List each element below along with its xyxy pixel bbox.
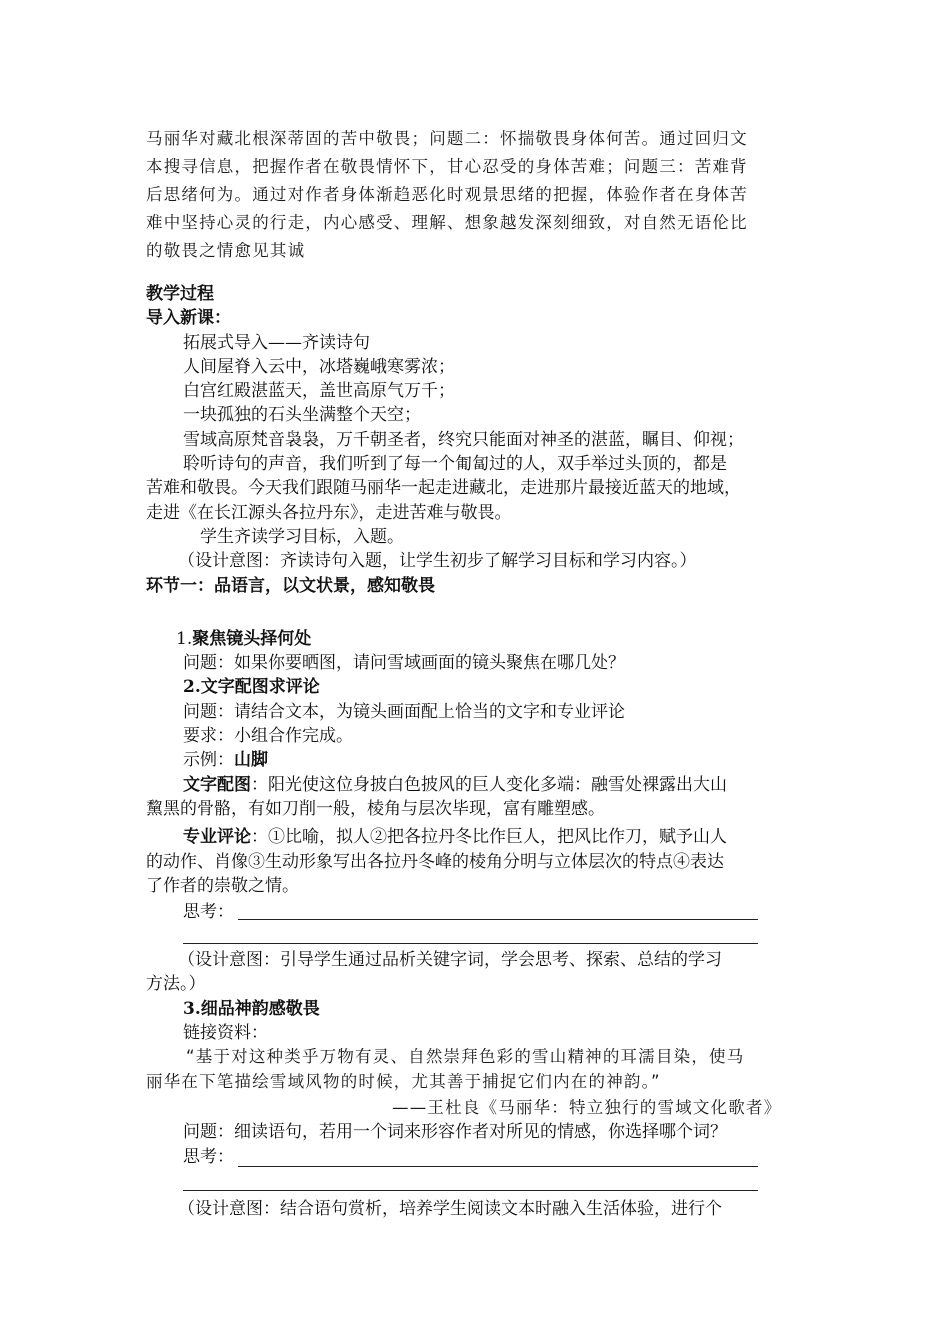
answer-line-1b[interactable] [183, 943, 758, 944]
poem-line-3: 一块孤独的石头坐满整个天空； [183, 405, 421, 425]
quote-line-2: 丽华在下笔描绘雪域风物的时候，尤其善于捕捉它们内在的神韵。” [146, 1072, 661, 1091]
example-line [183, 748, 268, 772]
intro-line-5: 的敬畏之情愈见其诚 [146, 241, 306, 260]
review-line-3: 了作者的崇敬之情。 [146, 876, 299, 896]
item3-title: 3.细品神韵感敬畏 [183, 999, 320, 1019]
students-read: 学生齐读学习目标，入题。 [200, 527, 404, 547]
think-label-2: 思考： [183, 1147, 234, 1167]
quote-source: ——王杜良《马丽华：特立独行的雪域文化歌者》 [392, 1098, 782, 1117]
poem-line-4: 雪域高原梵音袅袅，万千朝圣者，终究只能面对神圣的湛蓝，瞩目、仰视； [183, 430, 744, 450]
design-intent-1: （设计意图：齐读诗句入题，让学生初步了解学习目标和学习内容。） [178, 551, 697, 571]
item1-number: 1. [176, 629, 193, 649]
listen-line-1: 聆听诗句的声音，我们听到了每一个匍匐过的人，双手举过头顶的，都是 [183, 454, 727, 474]
caption-label: 文字配图 [183, 775, 251, 795]
intro-heading: 导入新课： [146, 308, 231, 328]
item1-question: 问题：如果你要晒图，请问雪域画面的镜头聚焦在哪几处？ [183, 653, 625, 673]
item1-heading [176, 627, 311, 651]
review-line-1 [183, 825, 727, 849]
design-intent-2-line-1: （设计意图：引导学生通过品析关键字词，学会思考、探索、总结的学习 [178, 950, 722, 970]
quote-line-1: “基于对这种类乎万物有灵、自然崇拜色彩的雪山精神的耳濡目染，使马 [186, 1047, 745, 1066]
think-label-1: 思考： [183, 902, 234, 922]
intro-line-2: 本搜寻信息，把握作者在敬畏情怀下，甘心忍受的身体苦难；问题三：苦难背 [146, 157, 748, 176]
example-label: 示例： [183, 750, 234, 770]
intro-line-1: 马丽华对藏北根深蒂固的苦中敬畏；问题二：怀揣敬畏身体何苦。通过回归文 [146, 129, 748, 148]
item1-title: 聚焦镜头择何处 [192, 629, 312, 649]
answer-line-2a[interactable] [238, 1166, 758, 1167]
example-value: 山脚 [234, 750, 268, 770]
design-intent-3: （设计意图：结合语句赏析，培养学生阅读文本时融入生活体验，进行个 [178, 1199, 722, 1219]
design-intent-2-line-2: 方法。） [146, 974, 206, 994]
item2-question: 问题：请结合文本，为镜头画面配上恰当的文字和专业评论 [183, 702, 625, 722]
section-title: 教学过程 [146, 284, 214, 304]
listen-line-3: 走进《在长江源头各拉丹东》，走进苦难与敬畏。 [146, 503, 512, 523]
item2-requirement: 要求：小组合作完成。 [183, 726, 353, 746]
review-label: 专业评论 [183, 827, 251, 847]
caption-line-2: 黧黑的骨骼，有如刀削一般，棱角与层次毕现，富有雕塑感。 [146, 799, 605, 819]
caption-text-1: ：阳光使这位身披白色披风的巨人变化多端：融雪处裸露出大山 [251, 775, 727, 795]
caption-line-1 [183, 773, 727, 797]
link-label: 链接资料： [183, 1023, 268, 1043]
poem-line-1: 人间屋脊入云中，冰塔巍峨寒雾浓； [183, 357, 455, 377]
poem-line-2: 白宫红殿湛蓝天，盖世高原气万千； [183, 381, 455, 401]
review-line-2: 的动作、肖像③生动形象写出各拉丹冬峰的棱角分明与立体层次的特点④表达 [146, 852, 724, 872]
listen-line-2: 苦难和敬畏。今天我们跟随马丽华一起走进藏北，走进那片最接近蓝天的地域， [146, 478, 741, 498]
intro-method: 拓展式导入——齐读诗句 [183, 333, 370, 353]
answer-line-1a[interactable] [238, 919, 758, 920]
answer-line-2b[interactable] [183, 1190, 758, 1191]
item3-question: 问题：细读语句，若用一个词来形容作者对所见的情感，你选择哪个词？ [183, 1122, 727, 1142]
item2-title: 2.文字配图求评论 [183, 677, 320, 697]
intro-line-4: 难中坚持心灵的行走，内心感受、理解、想象越发深刻细致，对自然无语伦比 [146, 213, 748, 232]
review-text-1: ：①比喻，拟人②把各拉丹冬比作巨人，把风比作刀，赋予山人 [251, 827, 727, 847]
intro-line-3: 后思绪何为。通过对作者身体渐趋恶化时观景思绪的把握，体验作者在身体苦 [146, 185, 748, 204]
section-one-heading: 环节一：品语言，以文状景，感知敬畏 [146, 576, 435, 596]
